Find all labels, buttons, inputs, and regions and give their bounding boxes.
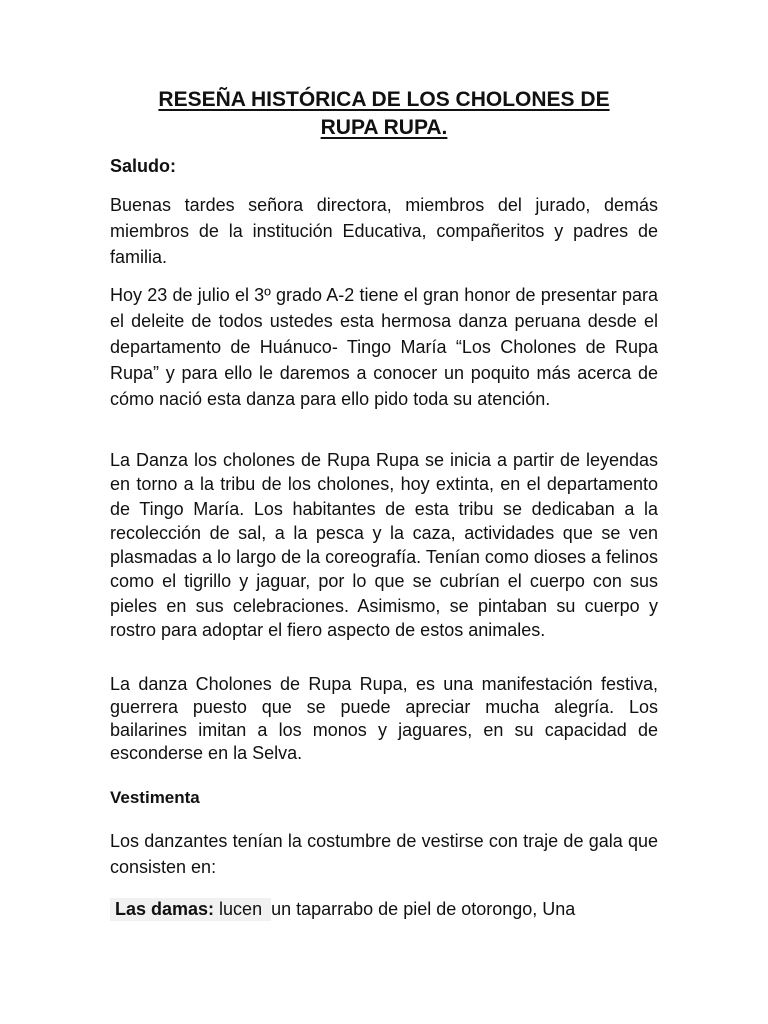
document-title-line-2: RUPA RUPA. (320, 116, 448, 139)
damas-label: Las damas: (115, 899, 215, 919)
damas-verb: lucen (214, 899, 268, 919)
damas-line (110, 896, 575, 922)
history-paragraph: La Danza los cholones de Rupa Rupa se inicia a partir de leyendas en torno a la tribu de los cholones, hoy extinta, en el departamento de Tingo María. Los habitantes de esta tribu se dedicaban a la recolección de sal, a la pesca y la caza, actividades que se ven plasmadas a lo largo de la coreografía. Tenían como dioses a felinos como el tigrillo y jaguar, por lo que se cubrían el cuerpo con sus pieles en sus celebraciones. Asimismo, se pintaban su cuerpo y rostro para adoptar el fiero aspecto de estos animales. (110, 450, 658, 641)
vestimenta-paragraph: Los danzantes tenían la costumbre de vestirse con traje de gala que consisten en: (110, 831, 658, 877)
damas-highlight (110, 898, 271, 921)
document-title-line-1: RESEÑA HISTÓRICA DE LOS CHOLONES DE (158, 88, 610, 111)
damas-description: un taparrabo de piel de otorongo, Una (271, 899, 576, 919)
vestimenta-heading: Vestimenta (110, 788, 200, 807)
greeting-paragraph: Buenas tardes señora directora, miembros del jurado, demás miembros de la institución Educativa, compañeritos y padres de familia. (110, 195, 658, 267)
intro-paragraph: Hoy 23 de julio el 3º grado A-2 tiene el gran honor de presentar para el deleite de todos ustedes esta hermosa danza peruana desde el departamento de Huánuco- Tingo María “Los Cholones de Rupa Rupa” y para ello le daremos a conocer un poquito más acerca de cómo nació esta danza para ello pido toda su atención. (110, 285, 658, 409)
saludo-heading: Saludo: (110, 156, 176, 176)
manifestation-paragraph: La danza Cholones de Rupa Rupa, es una manifestación festiva, guerrera puesto que se puede apreciar mucha alegría. Los bailarines imitan a los monos y jaguares, en su capacidad de esconderse en la Selva. (110, 674, 658, 763)
